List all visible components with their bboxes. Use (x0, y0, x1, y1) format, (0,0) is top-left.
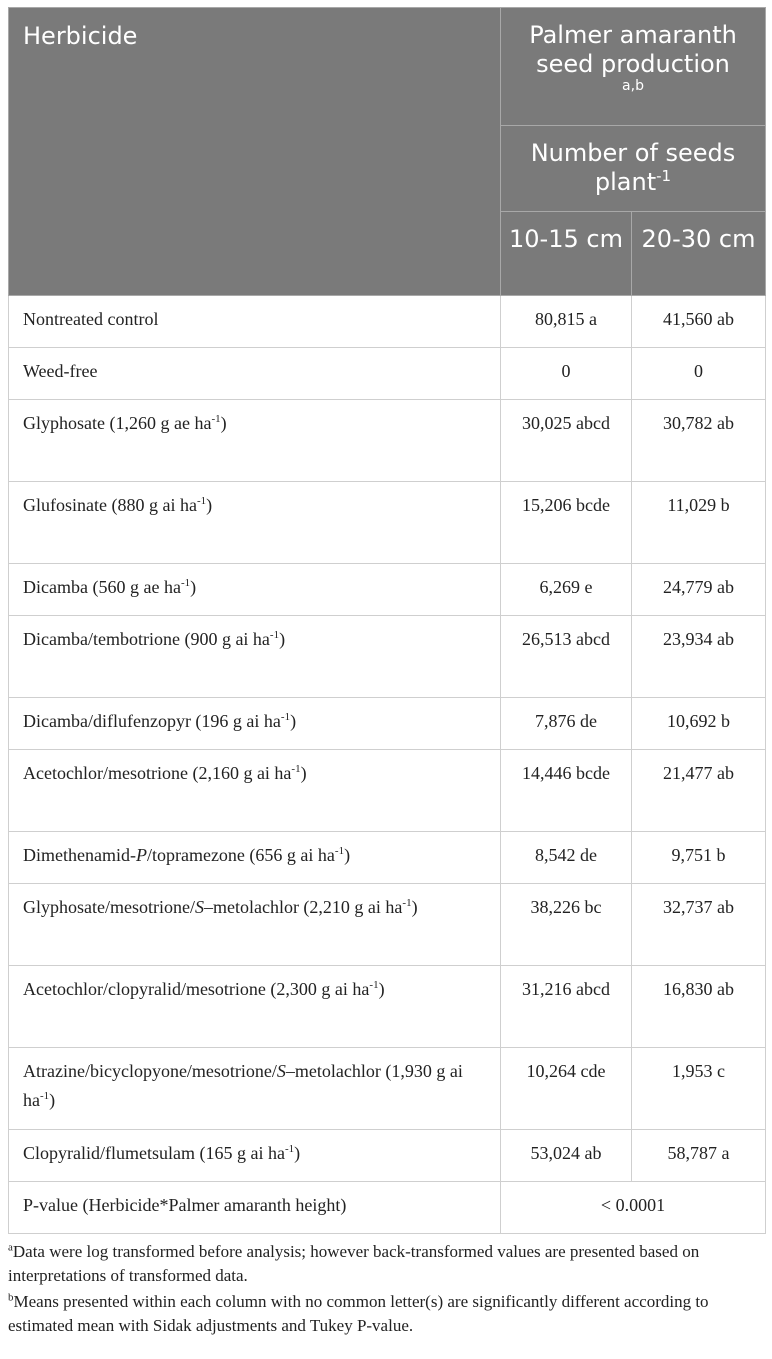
row-herbicide-sup: -1 (269, 629, 280, 641)
row-herbicide-sup: -1 (196, 495, 207, 507)
row-herbicide-italic: S (276, 1061, 286, 1081)
row-herbicide-name: Dicamba (560 g ae ha (23, 577, 181, 597)
header-group-superscript: a,b (622, 78, 644, 94)
row-herbicide-sup: -1 (284, 1143, 295, 1155)
row-herbicide-name: Nontreated control (23, 309, 159, 329)
row-herbicide-sup: -1 (40, 1090, 50, 1102)
row-herbicide-tail: ) (279, 629, 286, 649)
row-herbicide-sup: -1 (291, 763, 301, 775)
row-herbicide-sup: -1 (369, 979, 379, 991)
row-herbicide (9, 832, 501, 884)
row-herbicide-tail: ) (206, 495, 213, 515)
row-herbicide-sup: -1 (402, 897, 412, 909)
row-herbicide (9, 564, 501, 616)
row-value-20-30: 41,560 ab (632, 296, 766, 348)
header-group (501, 8, 766, 126)
row-value-10-15: 80,815 a (501, 296, 632, 348)
row-herbicide-name: Glyphosate (1,260 g ae ha (23, 413, 212, 433)
row-herbicide-name: Glyphosate/mesotrione/ (23, 897, 195, 917)
row-herbicide-sup: -1 (180, 577, 191, 589)
footnote-a-mark: a (8, 1241, 13, 1254)
row-herbicide-tail: ) (378, 979, 385, 999)
header-col-20-30: 20-30 cm (632, 212, 766, 296)
row-value-20-30: 10,692 b (632, 698, 766, 750)
row-value-10-15: 7,876 de (501, 698, 632, 750)
row-herbicide (9, 296, 501, 348)
row-value-10-15: 0 (501, 348, 632, 400)
footnote-a (8, 1240, 768, 1288)
row-herbicide-italic: P (135, 845, 147, 865)
header-subtitle-text: Number of seeds plant (530, 139, 736, 196)
row-herbicide-name: Dicamba/diflufenzopyr (196 g ai ha (23, 711, 281, 731)
row-herbicide-name-rest: /topramezone (656 g ai ha (146, 845, 335, 865)
row-herbicide-name: Acetochlor/clopyralid/mesotrione (2,300 g ai ha (23, 979, 370, 999)
row-value-10-15: 30,025 abcd (501, 400, 632, 482)
row-value-20-30: 24,779 ab (632, 564, 766, 616)
footnote-b (8, 1290, 768, 1338)
row-herbicide (9, 698, 501, 750)
header-herbicide (9, 8, 501, 296)
row-herbicide-italic: S (194, 897, 204, 917)
row-herbicide (9, 884, 501, 966)
footnote-a-text: Data were log transformed before analysis; however back-transformed values are presented based on interpretations of transformed data. (8, 1242, 700, 1285)
seed-production-table (8, 7, 766, 1234)
row-herbicide-name: Glufosinate (880 g ai ha (23, 495, 197, 515)
row-herbicide (9, 400, 501, 482)
row-herbicide (9, 1130, 501, 1182)
row-herbicide-sup: -1 (211, 413, 221, 425)
row-herbicide-name: Dimethenamid- (23, 845, 136, 865)
row-herbicide-name: Dicamba/tembotrione (900 g ai ha (23, 629, 270, 649)
row-value-20-30: 23,934 ab (632, 616, 766, 698)
row-value-20-30: 9,751 b (632, 832, 766, 884)
pvalue-value: < 0.0001 (501, 1182, 766, 1234)
row-value-10-15: 26,513 abcd (501, 616, 632, 698)
table-container (8, 7, 765, 1340)
row-value-20-30: 11,029 b (632, 482, 766, 564)
row-herbicide (9, 1048, 501, 1130)
row-herbicide-tail: ) (290, 711, 297, 731)
header-col-10-15: 10-15 cm (501, 212, 632, 296)
footnotes (8, 1240, 768, 1338)
row-herbicide-tail: ) (49, 1090, 56, 1110)
header-subtitle (501, 126, 766, 212)
row-herbicide-tail: ) (411, 897, 418, 917)
row-value-10-15: 14,446 bcde (501, 750, 632, 832)
row-value-20-30: 16,830 ab (632, 966, 766, 1048)
row-herbicide-name: Clopyralid/flumetsulam (165 g ai ha (23, 1143, 285, 1163)
row-value-20-30: 0 (632, 348, 766, 400)
row-herbicide-tail: ) (190, 577, 197, 597)
row-herbicide-name: Atrazine/bicyclopyone/mesotrione/ (23, 1061, 277, 1081)
row-value-10-15: 38,226 bc (501, 884, 632, 966)
row-value-10-15: 53,024 ab (501, 1130, 632, 1182)
row-value-10-15: 8,542 de (501, 832, 632, 884)
row-value-20-30: 30,782 ab (632, 400, 766, 482)
header-subtitle-sup: -1 (656, 167, 672, 185)
row-value-20-30: 21,477 ab (632, 750, 766, 832)
row-herbicide-tail: ) (220, 413, 227, 433)
header-herbicide-label: Herbicide (23, 22, 138, 50)
row-herbicide-tail: ) (294, 1143, 301, 1163)
row-value-20-30: 58,787 a (632, 1130, 766, 1182)
header-group-title: Palmer amaranth seed production (529, 21, 737, 78)
row-value-20-30: 1,953 c (632, 1048, 766, 1130)
row-herbicide-name: Acetochlor/mesotrione (2,160 g ai ha (23, 763, 292, 783)
row-herbicide-name-rest: –metolachlor (2,210 g ai ha (203, 897, 403, 917)
row-herbicide-sup: -1 (280, 711, 291, 723)
row-herbicide (9, 750, 501, 832)
row-herbicide (9, 348, 501, 400)
row-herbicide-sup: -1 (334, 845, 345, 857)
footnote-b-text: Means presented within each column with no common letter(s) are significantly different according to estimated mean with Sidak adjustments and Tukey P-value. (8, 1292, 709, 1335)
row-herbicide-tail: ) (300, 763, 307, 783)
row-herbicide-name: Weed-free (23, 361, 98, 381)
row-value-10-15: 15,206 bcde (501, 482, 632, 564)
row-value-10-15: 6,269 e (501, 564, 632, 616)
row-herbicide-tail: ) (344, 845, 351, 865)
row-herbicide (9, 616, 501, 698)
row-herbicide (9, 482, 501, 564)
pvalue-label: P-value (Herbicide*Palmer amaranth height) (9, 1182, 501, 1234)
row-herbicide-name-rest: –metolachlor (1,930 g ai ha (23, 1061, 463, 1110)
row-herbicide (9, 966, 501, 1048)
row-value-10-15: 10,264 cde (501, 1048, 632, 1130)
footnote-b-mark: b (8, 1291, 14, 1304)
row-value-10-15: 31,216 abcd (501, 966, 632, 1048)
row-value-20-30: 32,737 ab (632, 884, 766, 966)
